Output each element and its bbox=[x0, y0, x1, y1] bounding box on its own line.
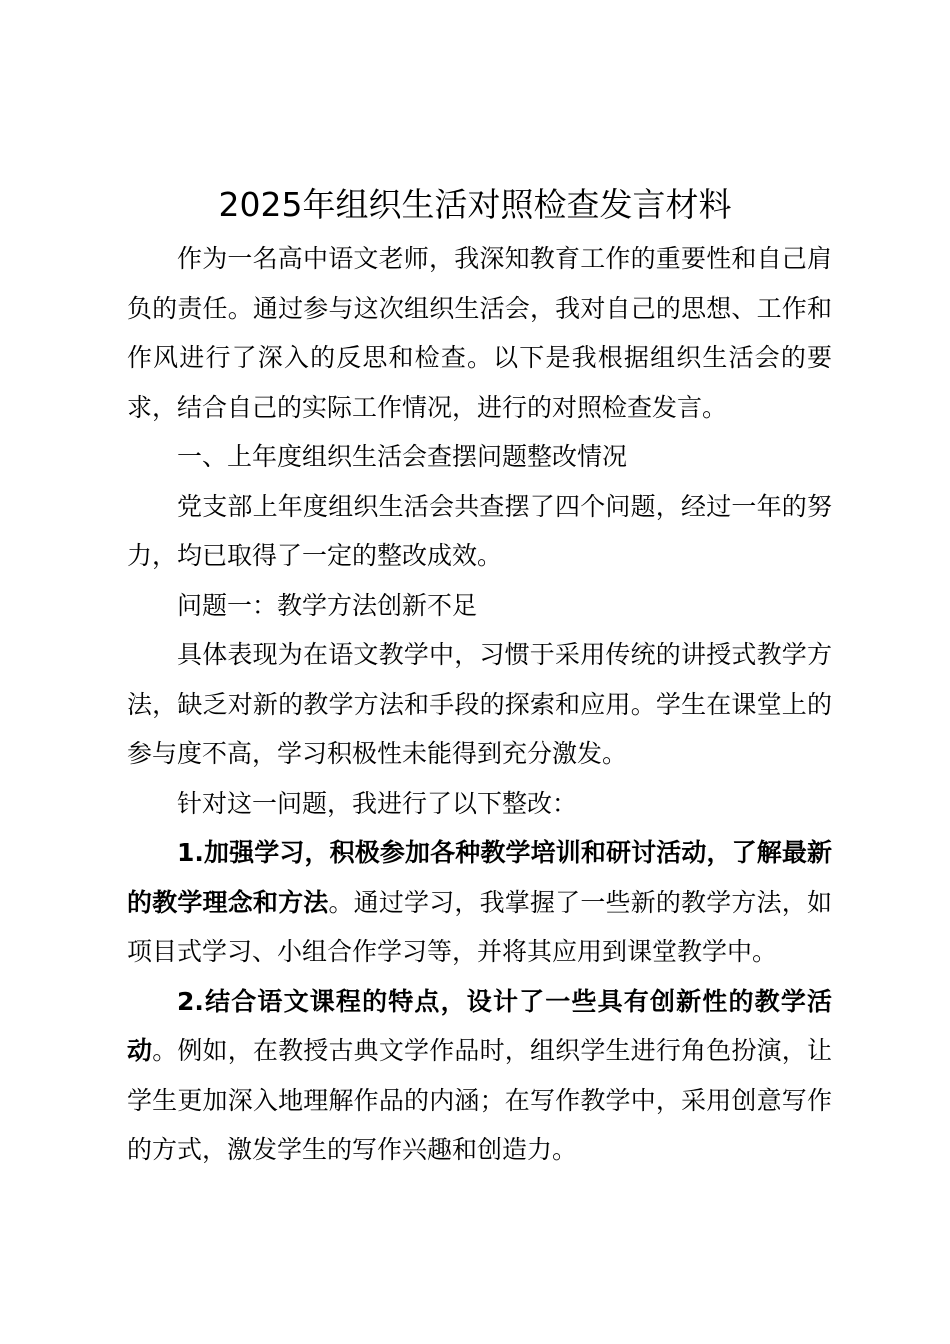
section-heading bbox=[127, 432, 832, 482]
paragraph-text: 。通过学习，我掌握了一些新的教学方法，如项目式学习、小组合作学习等，并将其应用到课堂教学中。 bbox=[127, 887, 832, 966]
paragraph bbox=[127, 779, 832, 829]
paragraph-text: 。例如，在教授古典文学作品时，组织学生进行角色扮演，让学生更加深入地理解作品的内涵；在写作教学中，采用创意写作的方式，激发学生的写作兴趣和创造力。 bbox=[127, 1036, 832, 1164]
rectification-item bbox=[127, 828, 832, 977]
paragraph-bold-lead: 2.结合语文课程的特点，设计了一些具有创新性的教学活动 bbox=[127, 986, 832, 1065]
paragraph-text: 问题一：教学方法创新不足 bbox=[177, 590, 478, 620]
paragraph-text: 作为一名高中语文老师，我深知教育工作的重要性和自己肩负的责任。通过参与这次组织生活会，我对自己的思想、工作和作风进行了深入的反思和检查。以下是我根据组织生活会的要求，结合自己的实际工作情况，进行的对照检查发言。 bbox=[127, 244, 832, 422]
paragraph-text: 一、上年度组织生活会查摆问题整改情况 bbox=[177, 442, 628, 471]
problem-heading bbox=[127, 581, 832, 631]
paragraph bbox=[127, 234, 832, 432]
paragraph-bold-lead: 1.加强学习，积极参加各种教学培训和研讨活动，了解最新的教学理念和方法 bbox=[127, 838, 832, 917]
paragraph bbox=[127, 630, 832, 779]
paragraph-text: 具体表现为在语文教学中，习惯于采用传统的讲授式教学方法，缺乏对新的教学方法和手段的探索和应用。学生在课堂上的参与度不高，学习积极性未能得到充分激发。 bbox=[127, 640, 832, 768]
document-title: 2025年组织生活对照检查发言材料 bbox=[218, 185, 732, 224]
paragraph bbox=[127, 482, 832, 581]
paragraph-text: 针对这一问题，我进行了以下整改： bbox=[177, 788, 578, 818]
rectification-item bbox=[127, 977, 832, 1175]
document-body bbox=[127, 234, 832, 1175]
paragraph-text: 党支部上年度组织生活会共查摆了四个问题，经过一年的努力，均已取得了一定的整改成效。 bbox=[127, 491, 832, 570]
